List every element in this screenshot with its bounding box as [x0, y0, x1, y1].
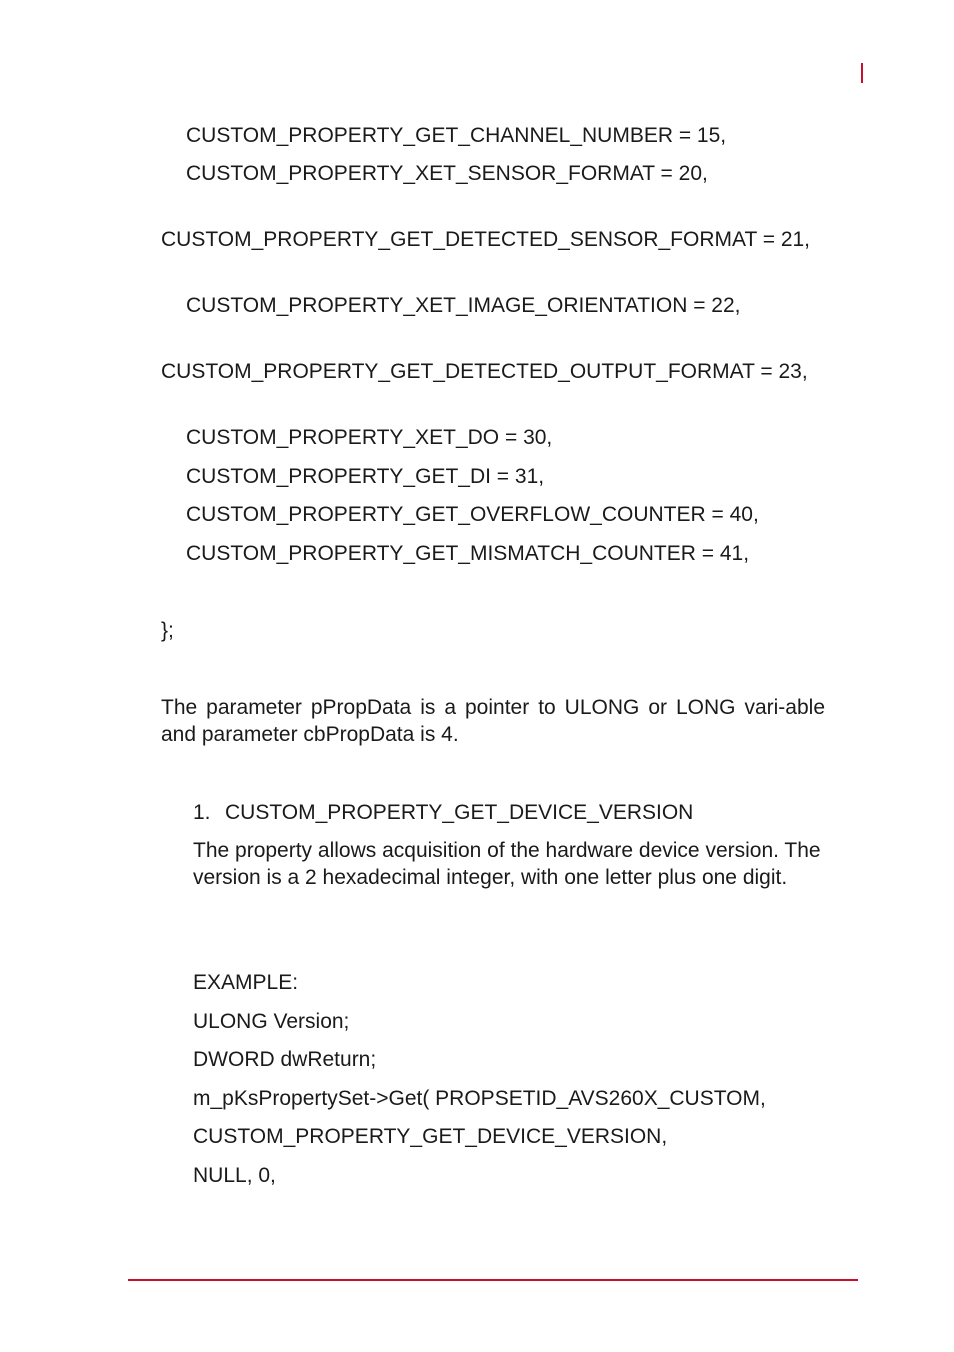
list-item-number: 1.	[193, 801, 211, 824]
enum-line-image-orientation: CUSTOM_PROPERTY_XET_IMAGE_ORIENTATION = 22,	[186, 294, 741, 317]
enum-line-channel-number: CUSTOM_PROPERTY_GET_CHANNEL_NUMBER = 15,	[186, 124, 727, 147]
example-code-line: CUSTOM_PROPERTY_GET_DEVICE_VERSION,	[193, 1125, 668, 1148]
example-code-line: m_pKsPropertySet->Get( PROPSETID_AVS260X_CUSTOM,	[193, 1087, 766, 1110]
enum-line-sensor-format: CUSTOM_PROPERTY_XET_SENSOR_FORMAT = 20,	[186, 162, 708, 185]
enum-line-detected-sensor-format: CUSTOM_PROPERTY_GET_DETECTED_SENSOR_FORMAT = 21,	[161, 228, 811, 251]
example-code-line: DWORD dwReturn;	[193, 1048, 377, 1071]
list-item-description: The property allows acquisition of the hardware device version. The version is a 2 hexadecimal integer, with one letter plus one digit.	[193, 839, 821, 889]
enum-line-detected-output-format: CUSTOM_PROPERTY_GET_DETECTED_OUTPUT_FORMAT = 23,	[161, 360, 808, 383]
list-item-title: CUSTOM_PROPERTY_GET_DEVICE_VERSION	[225, 801, 694, 824]
parameter-description: The parameter pPropData is a pointer to ULONG or LONG vari-able and parameter cbPropData is 4.	[161, 696, 825, 746]
enum-closing-brace: };	[161, 619, 174, 642]
example-heading: EXAMPLE:	[193, 971, 299, 994]
example-code-line: ULONG Version;	[193, 1010, 350, 1033]
enum-line-di: CUSTOM_PROPERTY_GET_DI = 31,	[186, 465, 545, 488]
enum-line-mismatch-counter: CUSTOM_PROPERTY_GET_MISMATCH_COUNTER = 41,	[186, 542, 750, 565]
footer-rule	[128, 1279, 858, 1281]
header-corner-mark	[861, 63, 863, 83]
enum-line-overflow-counter: CUSTOM_PROPERTY_GET_OVERFLOW_COUNTER = 40,	[186, 503, 759, 526]
enum-line-do: CUSTOM_PROPERTY_XET_DO = 30,	[186, 426, 553, 449]
example-code-line: NULL, 0,	[193, 1164, 276, 1187]
